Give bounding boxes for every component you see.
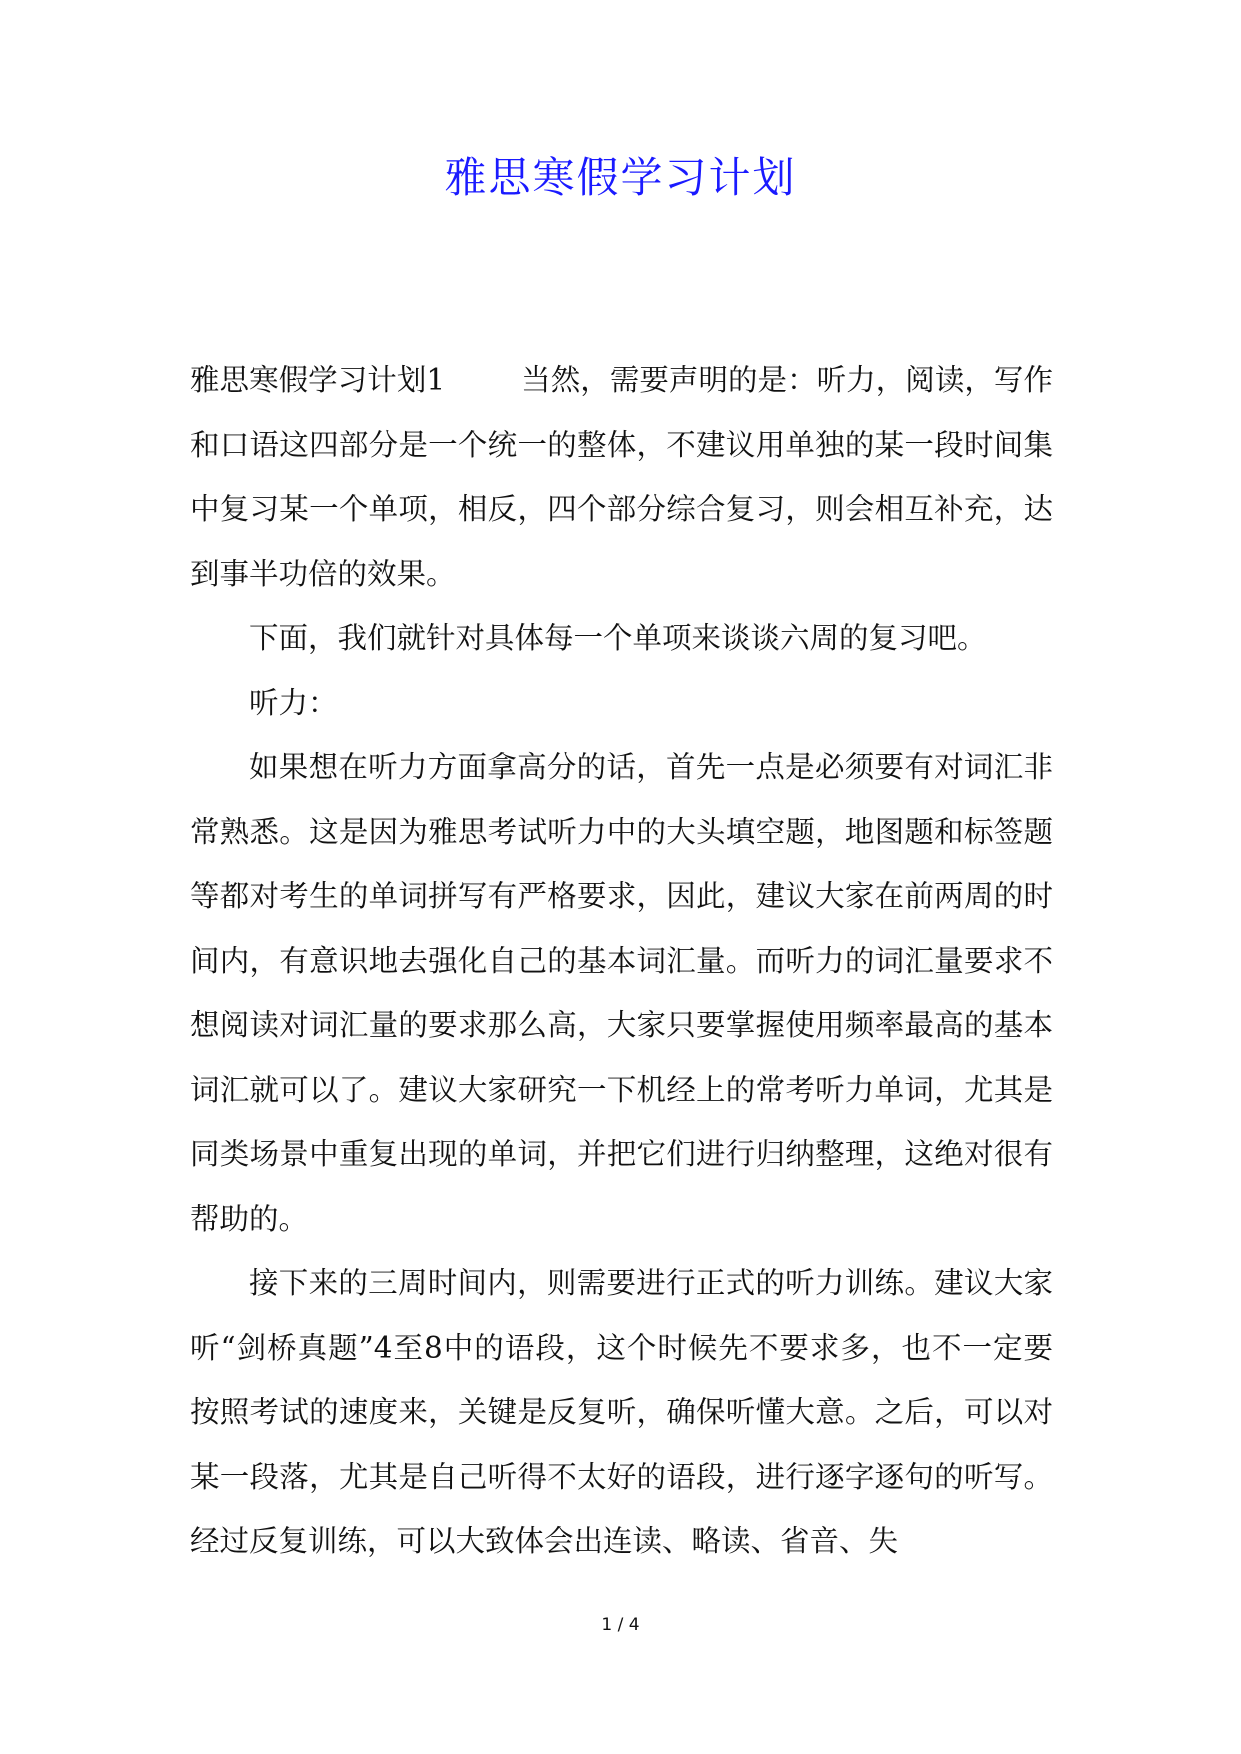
paragraph-3: 听力： xyxy=(249,685,338,720)
page-indicator: 1 / 4 xyxy=(601,1615,640,1635)
document-body xyxy=(190,348,1053,1574)
paragraph-2: 下面，我们就针对具体每一个单项来谈谈六周的复习吧。 xyxy=(249,621,987,655)
paragraph-5: 接下来的三周时间内，则需要进行正式的听力训练。建议大家听“剑桥真题”4至8中的语段，这个时候先不要求多，也不一定要按照考试的速度来，关键是反复听，确保听懂大意。之后，可以对某一段落，尤其是自己听得不太好的语段，进行逐字逐句的听写。经过反复训练，可以大致体会出连读、略读、省音、失 xyxy=(190,1266,1053,1558)
paragraph-4: 如果想在听力方面拿高分的话，首先一点是必须要有对词汇非常熟悉。这是因为雅思考试听力中的大头填空题，地图题和标签题等都对考生的单词拼写有严格要求，因此，建议大家在前两周的时间内，有意识地去强化自己的基本词汇量。而听力的词汇量要求不想阅读对词汇量的要求那么高，大家只要掌握使用频率最高的基本词汇就可以了。建议大家研究一下机经上的常考听力单词，尤其是同类场景中重复出现的单词，并把它们进行归纳整理，这绝对很有帮助的。 xyxy=(190,750,1053,1236)
section-heading: 雅思寒假学习计划1 xyxy=(190,363,446,397)
paragraph-1-text: 当然，需要声明的是：听力，阅读，写作和口语这四部分是一个统一的整体，不建议用单独的某一段时间集中复习某一个单项，相反，四个部分综合复习，则会相互补充，达到事半功倍的效果。 xyxy=(190,363,1053,591)
document-title: 雅思寒假学习计划 xyxy=(444,153,797,202)
paragraph-1 xyxy=(190,348,1053,606)
